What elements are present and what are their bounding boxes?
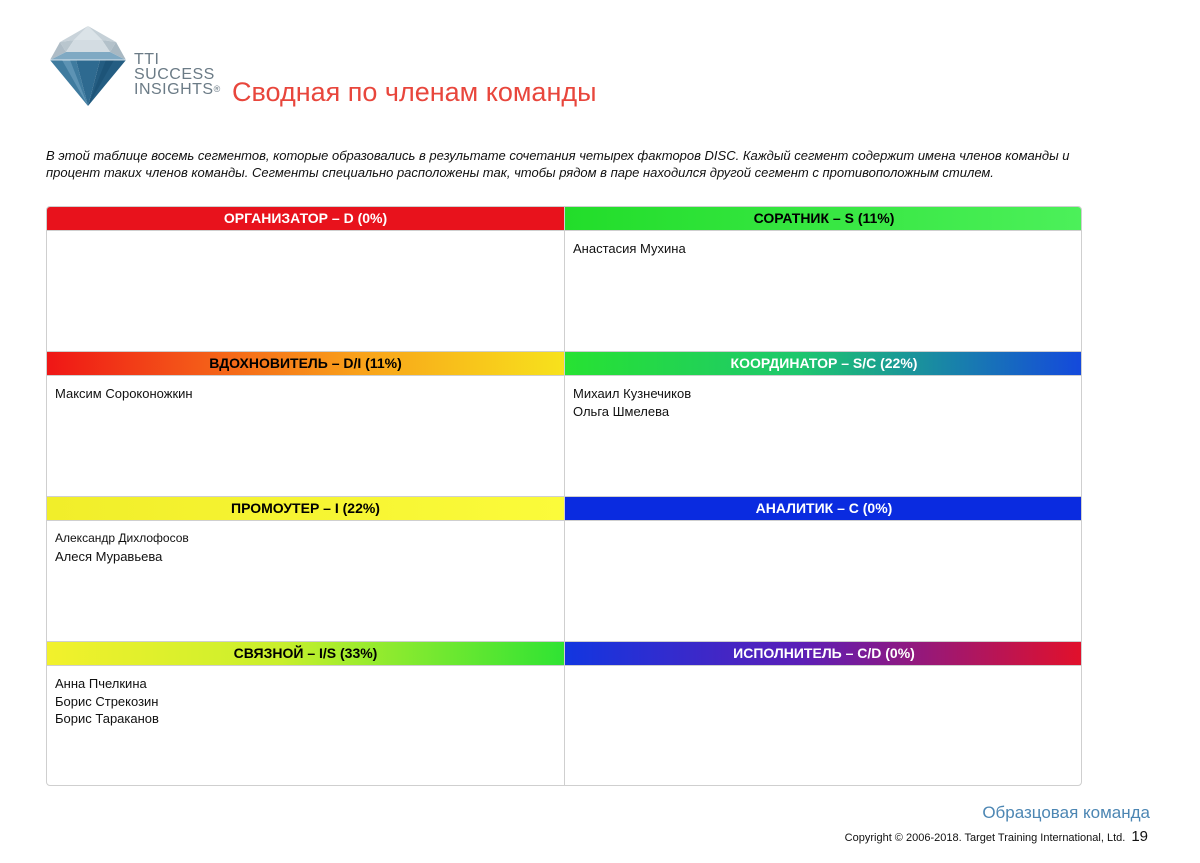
page-number: 19: [1131, 828, 1148, 845]
segment-members: [565, 231, 1082, 258]
segment-header: ВДОХНОВИТЕЛЬ – D/I (11%): [47, 352, 564, 376]
segment-organizer: [47, 207, 565, 352]
segment-analyst: [565, 497, 1082, 642]
segment-members: [47, 376, 564, 403]
member-name: Анастасия Мухина: [573, 241, 686, 256]
member-name: Борис Стрекозин: [55, 693, 159, 709]
segment-implementor: [565, 642, 1082, 786]
segments-table: [46, 206, 1082, 786]
segment-header: ОРГАНИЗАТОР – D (0%): [47, 207, 564, 231]
member-name: Михаил Кузнечиков: [573, 386, 692, 401]
segment-supporter: [565, 207, 1082, 352]
segment-promoter: [47, 497, 565, 642]
segment-header: СОРАТНИК – S (11%): [565, 207, 1082, 231]
diamond-logo-icon: [46, 24, 130, 108]
footer-team-name: Образцовая команда: [982, 803, 1150, 822]
brand-wordmark: [134, 52, 221, 97]
segment-header: ПРОМОУТЕР – I (22%): [47, 497, 564, 521]
segment-header: КООРДИНАТОР – S/C (22%): [565, 352, 1082, 376]
brand-line-1: TTI: [134, 51, 160, 68]
member-name: Александр Дихлофосов: [55, 531, 189, 545]
intro-text: В этой таблице восемь сегментов, которые образовались в результате сочетания четырех факторов DISC. Каждый сегмент содержит имена членов команды и процент таких членов команды. Сегменты специально расположены так, чтобы рядом в паре находился другой сегмент с противоположным стилем.: [46, 148, 1070, 180]
segment-members: [47, 666, 564, 728]
header: [46, 24, 746, 108]
segment-header: ИСПОЛНИТЕЛЬ – C/D (0%): [565, 642, 1082, 666]
segment-members: [47, 521, 564, 565]
segment-members: [565, 521, 1082, 530]
segment-members: [47, 231, 564, 240]
segment-members: [565, 376, 1082, 420]
copyright-text: Copyright © 2006-2018. Target Training International, Ltd.: [844, 832, 1126, 844]
member-name: Анна Пчелкина: [55, 676, 147, 691]
member-name: Ольга Шмелева: [573, 403, 670, 419]
page-title: Сводная по членам команды: [232, 77, 597, 107]
segment-header: АНАЛИТИК – C (0%): [565, 497, 1082, 521]
member-name: Алеся Муравьева: [55, 548, 163, 564]
brand-line-3: INSIGHTS: [134, 81, 214, 98]
segment-header: СВЯЗНОЙ – I/S (33%): [47, 642, 564, 666]
brand-line-2: SUCCESS: [134, 66, 215, 83]
segment-inspirer: [47, 352, 565, 497]
segment-members: [565, 666, 1082, 675]
segment-relater: [47, 642, 565, 786]
segment-coordinator: [565, 352, 1082, 497]
registered-mark: ®: [213, 84, 221, 94]
member-name: Борис Тараканов: [55, 711, 159, 726]
footer-copyright: [845, 828, 1148, 845]
member-name: Максим Сороконожкин: [55, 386, 193, 401]
